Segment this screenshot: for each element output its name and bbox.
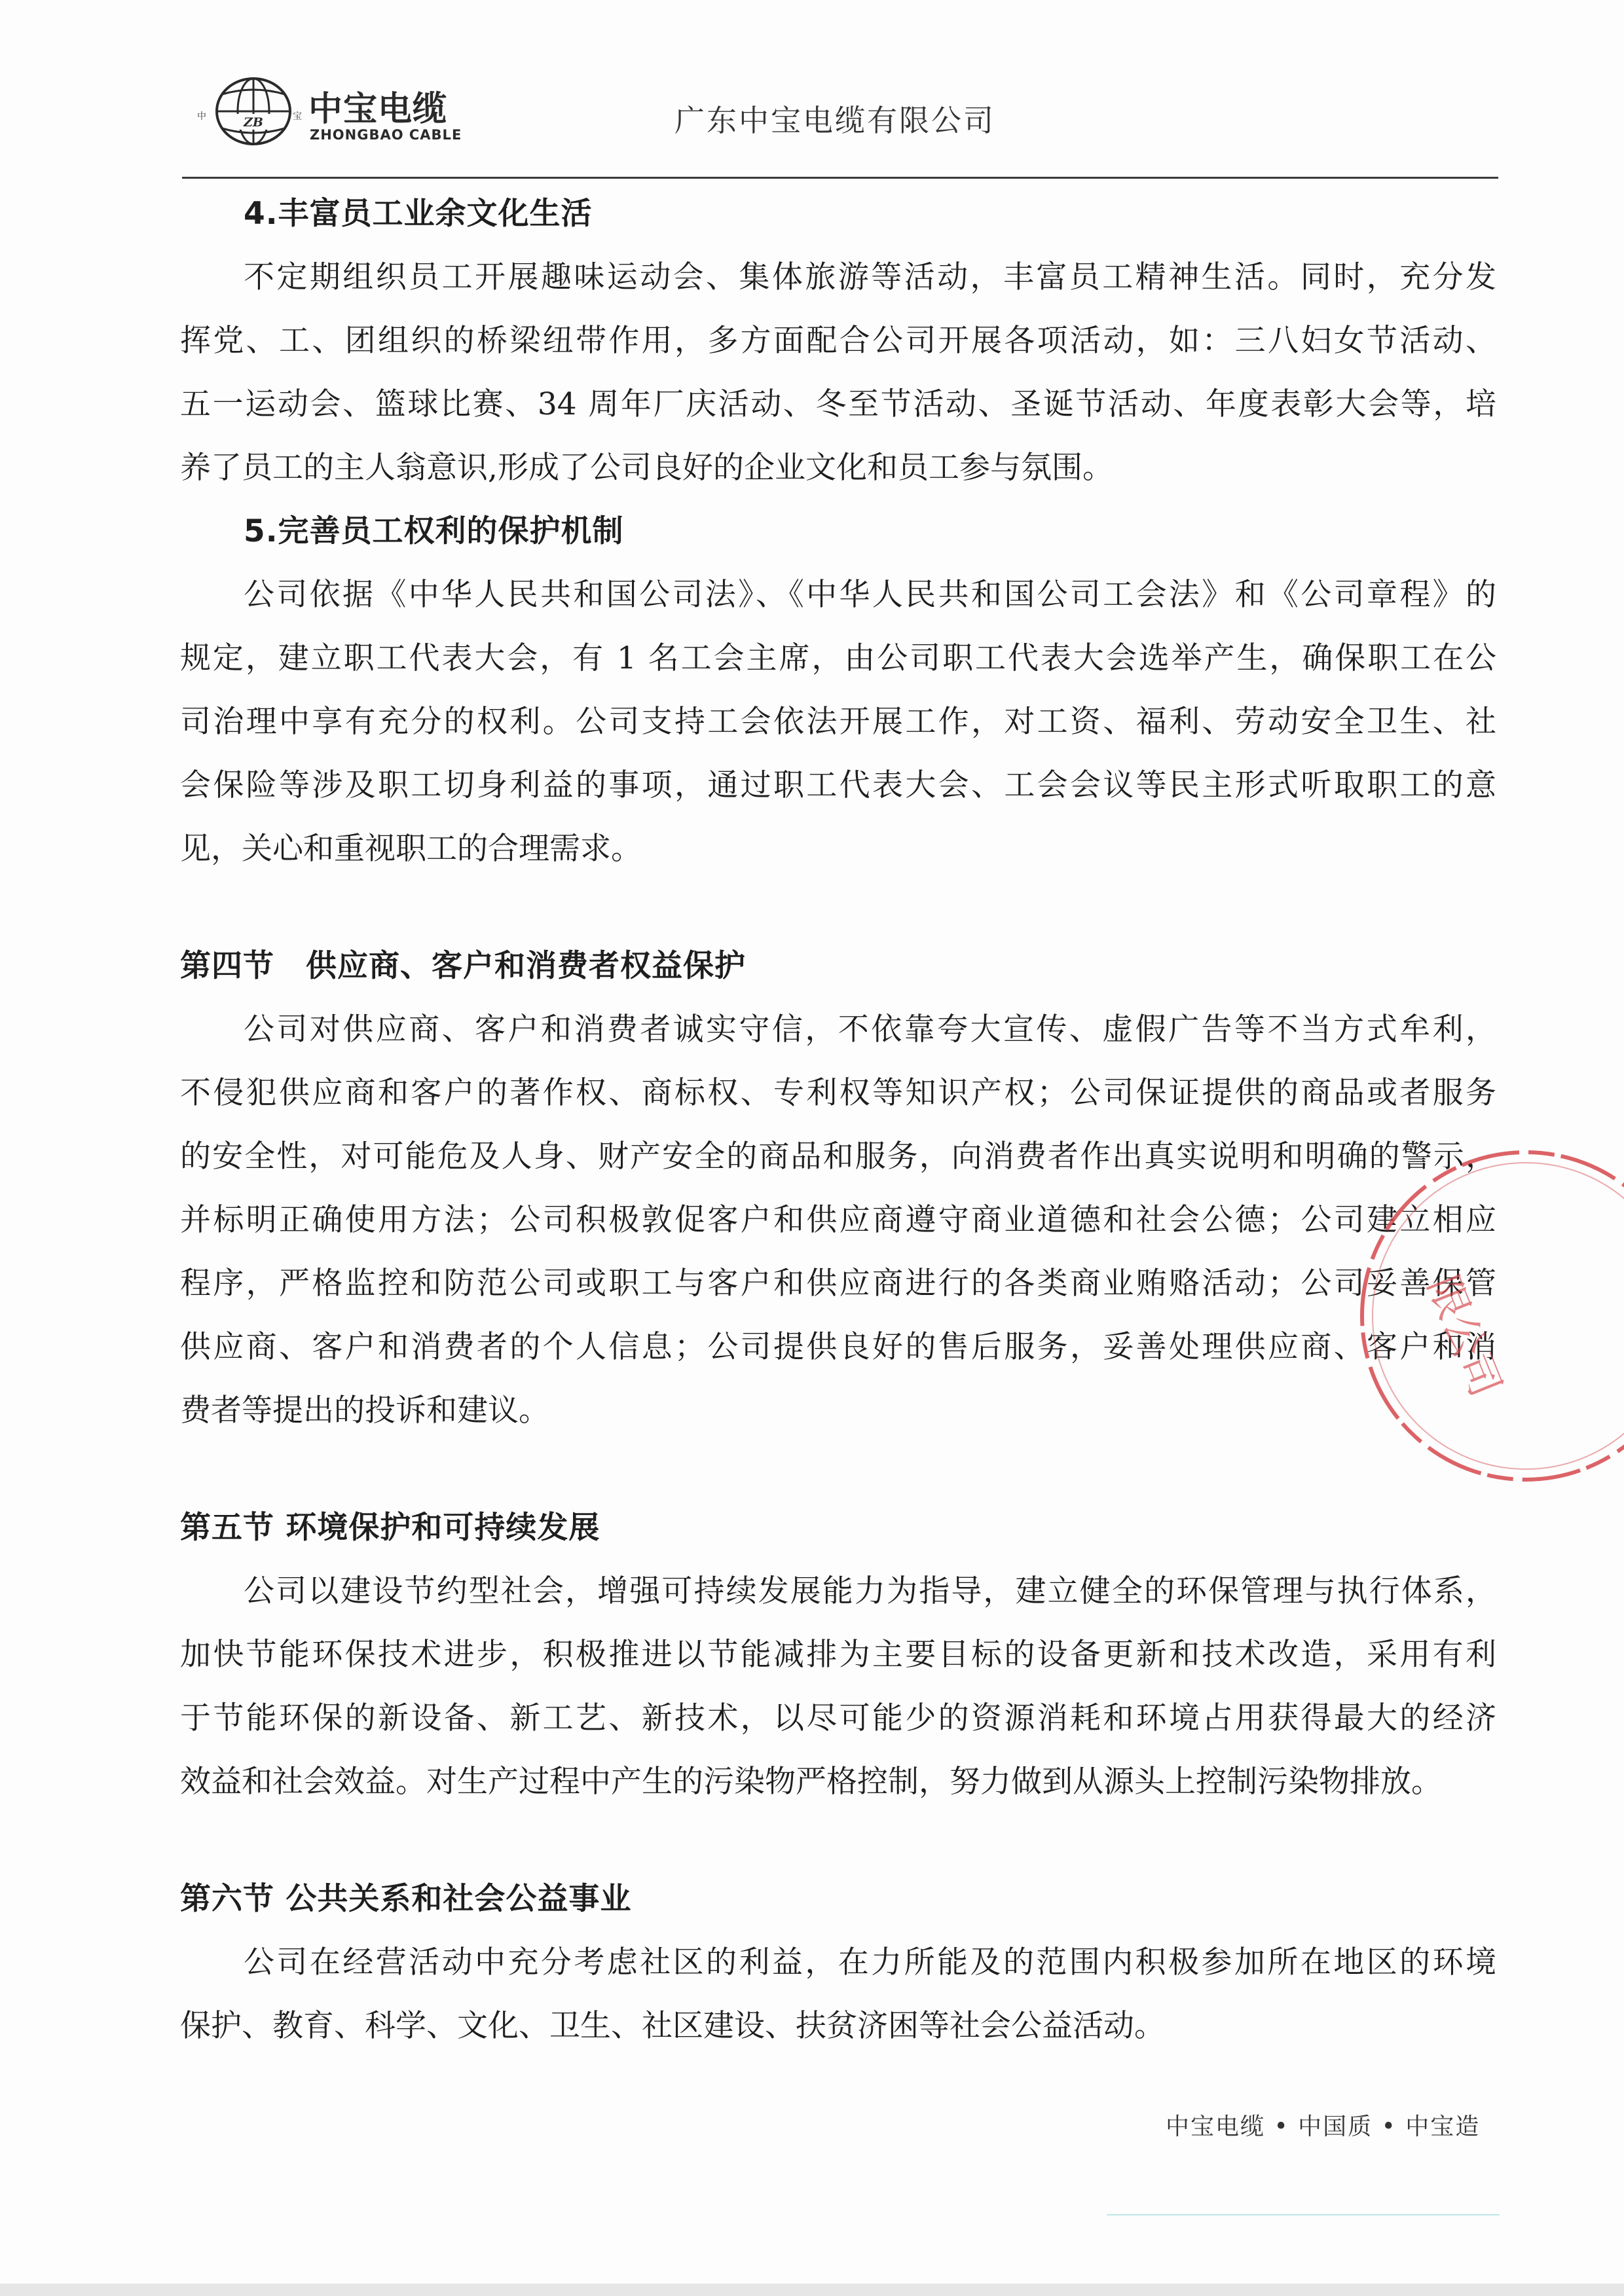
paragraph-line: 程序，严格监控和防范公司或职工与客户和供应商进行的各类商业贿赂活动；公司妥善保管 [180,1266,1496,1302]
paragraph-line: 的安全性，对可能危及人身、财产安全的商品和服务，向消费者作出真实说明和明确的警示， [180,1139,1496,1175]
paragraph-line: 见，关心和重视职工的合理需求。 [180,831,642,867]
company-logo [193,71,468,153]
company-name: 广东中宝电缆有限公司 [674,103,995,138]
paragraph-line: 保护、教育、科学、文化、卫生、社区建设、扶贫济困等社会公益活动。 [180,2008,1165,2044]
paragraph-line: 加快节能环保技术进步，积极推进以节能减排为主要目标的设备更新和技术改造，采用有利 [180,1637,1496,1673]
paragraph-line: 公司以建设节约型社会，增强可持续发展能力为指导，建立健全的环保管理与执行体系， [244,1573,1496,1609]
subsection-5-heading: 5.完善员工权利的保护机制 [244,513,624,549]
section-4-heading: 第四节 供应商、客户和消费者权益保护 [180,948,746,984]
footer-divider [1107,2214,1500,2215]
paragraph-line: 于节能环保的新设备、新工艺、新技术，以尽可能少的资源消耗和环境占用获得最大的经济 [180,1700,1496,1736]
document-body [180,182,1496,2058]
paragraph-line: 不定期组织员工开展趣味运动会、集体旅游等活动，丰富员工精神生活。同时，充分发 [244,259,1496,295]
section-5-heading: 第五节 环境保护和可持续发展 [180,1510,600,1546]
paragraph-line: 公司对供应商、客户和消费者诚实守信，不依靠夸大宣传、虚假广告等不当方式牟利， [244,1011,1496,1048]
subsection-4-heading: 4.丰富员工业余文化生活 [244,196,593,232]
paragraph-line: 公司依据《中华人民共和国公司法》、《中华人民共和国公司工会法》和《公司章程》的 [244,577,1496,613]
logo-mark-top: 中 [197,111,206,122]
brand-name-cn: 中宝电缆 [308,90,448,129]
brand-name-en: ZHONGBAO CABLE [310,127,462,143]
paragraph-line: 效益和社会效益。对生产过程中产生的污染物严格控制，努力做到从源头上控制污染物排放。 [180,1764,1442,1800]
paragraph-line: 养了员工的主人翁意识,形成了公司良好的企业文化和员工参与氛围。 [180,450,1113,486]
section-6-heading: 第六节 公共关系和社会公益事业 [180,1881,632,1917]
footer-slogan: 中宝电缆 • 中国质 • 中宝造 [1166,2113,1481,2140]
paragraph-line: 司治理中享有充分的权利。公司支持工会依法开展工作，对工资、福利、劳动安全卫生、社 [180,704,1496,740]
seal-text: 限公司 [1418,1269,1510,1404]
paragraph-line: 公司在经营活动中充分考虑社区的利益，在力所能及的范围内积极参加所在地区的环境 [244,1944,1496,1980]
paragraph-line: 不侵犯供应商和客户的著作权、商标权、专利权等知识产权；公司保证提供的商品或者服务 [180,1075,1496,1111]
paragraph-line: 费者等提出的投诉和建议。 [180,1393,549,1429]
paragraph-line: 供应商、客户和消费者的个人信息；公司提供良好的售后服务，妥善处理供应商、客户和消 [180,1329,1496,1365]
logo-mark-right: 宝 [293,111,302,122]
paragraph-line: 五一运动会、篮球比赛、34 周年厂庆活动、冬至节活动、圣诞节活动、年度表彰大会等，培 [180,386,1496,422]
paragraph-line: 并标明正确使用方法；公司积极敦促客户和供应商遵守商业道德和社会公德；公司建立相应 [180,1202,1496,1238]
paragraph-line: 会保险等涉及职工切身利益的事项，通过职工代表大会、工会会议等民主形式听取职工的意 [180,767,1496,803]
page-header [0,0,1624,180]
scan-edge-shade [0,2284,1624,2296]
globe-logo-icon [193,71,304,153]
paragraph-line: 规定，建立职工代表大会，有 1 名工会主席，由公司职工代表大会选举产生，确保职工在公 [180,640,1496,676]
logo-monogram: ZB [244,115,263,130]
header-divider [182,177,1498,179]
paragraph-line: 挥党、工、团组织的桥梁纽带作用，多方面配合公司开展各项活动，如：三八妇女节活动、 [180,323,1496,359]
